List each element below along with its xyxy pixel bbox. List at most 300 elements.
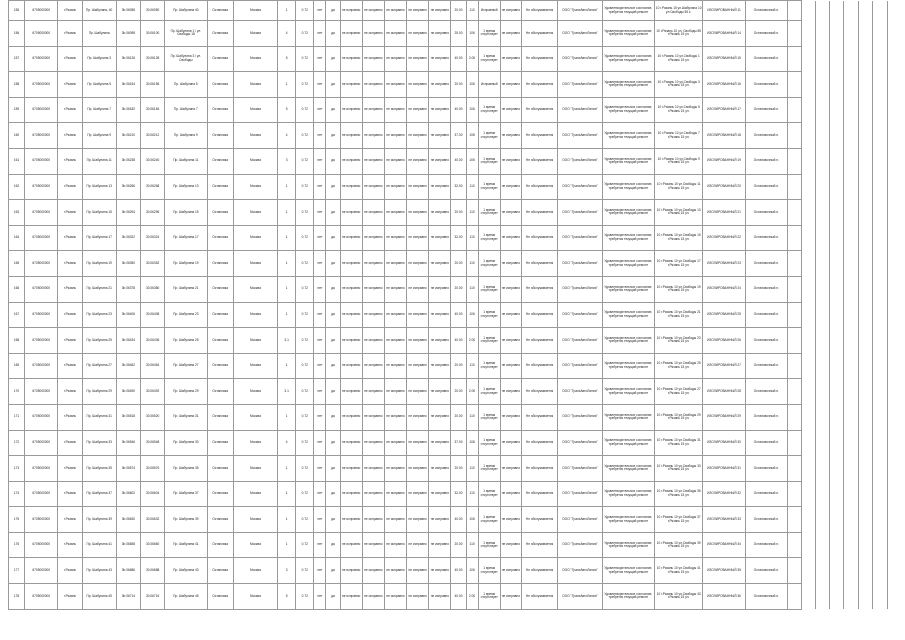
- table-cell: Не обслуживается: [521, 123, 557, 149]
- table-cell: Не обслуживается: [521, 404, 557, 430]
- table-cell: нет: [314, 97, 326, 123]
- table-cell: Пр. Шабулина 23: [82, 302, 116, 328]
- empty-cell: [802, 481, 816, 507]
- table-cell: не исправно: [429, 251, 451, 277]
- table-cell: 6705000000: [25, 148, 58, 174]
- table-cell: 166: [9, 276, 25, 302]
- table-cell: 3b.06630: [116, 507, 140, 533]
- empty-cell: [872, 97, 887, 123]
- table-cell: ИЗОЛИРОВАННЫЙ 14: [703, 21, 745, 47]
- table-cell: не исправно: [429, 97, 451, 123]
- table-cell: Москва: [233, 328, 277, 354]
- table-cell: 30.06100: [141, 21, 165, 47]
- table-row: [9, 1, 888, 21]
- table-row: [9, 558, 888, 584]
- empty-cell: [844, 97, 858, 123]
- table-cell: не исправно: [384, 507, 406, 533]
- table-cell: Не обслуживается: [521, 481, 557, 507]
- empty-cell: [830, 1, 844, 21]
- empty-cell: [830, 251, 844, 277]
- empty-cell: [802, 21, 816, 47]
- table-cell: не исправно: [362, 200, 384, 226]
- table-cell: 1 время отсутствует: [478, 276, 500, 302]
- table-cell: Пр. Шабулина 37: [82, 481, 116, 507]
- table-cell: 6705000000: [25, 456, 58, 482]
- table-cell: 3b.06266: [116, 174, 140, 200]
- empty-cell: [858, 404, 872, 430]
- table-cell: 0.72: [296, 174, 314, 200]
- table-cell: Москва: [233, 46, 277, 72]
- table-cell: ИЗОЛИРОВАННЫЙ 31: [703, 456, 745, 482]
- table-cell: 30.06632: [141, 507, 165, 533]
- table-cell: не исправно: [362, 456, 384, 482]
- table-cell: не исправно: [407, 200, 429, 226]
- table-cell: Удовлетворительное состояние, требуется текущий ремонт: [602, 225, 654, 251]
- table-cell: не исправно: [340, 148, 362, 174]
- empty-cell: [802, 353, 816, 379]
- table-cell: не исправно: [340, 481, 362, 507]
- table-cell: ООО "ТрансАвтоЛиния": [558, 456, 602, 482]
- table-cell: Москва: [233, 97, 277, 123]
- empty-cell: [816, 481, 830, 507]
- empty-cell: [802, 379, 816, 405]
- empty-cell: [844, 353, 858, 379]
- empty-cell: [858, 558, 872, 584]
- table-cell: не исправно: [340, 251, 362, 277]
- table-cell: 3b.06350: [116, 251, 140, 277]
- table-cell: Москва: [233, 532, 277, 558]
- table-row: [9, 251, 888, 277]
- table-cell: не исправно: [500, 1, 521, 21]
- table-cell: г.Рязань: [58, 225, 82, 251]
- table-row: [9, 430, 888, 456]
- table-cell: 3b.06490: [116, 379, 140, 405]
- table-cell: 1: [278, 276, 296, 302]
- table-cell: Пр. Шабулина 43: [82, 558, 116, 584]
- table-cell: ООО "ТрансАвтоЛиния": [558, 532, 602, 558]
- empty-cell: [858, 328, 872, 354]
- table-cell: да: [326, 200, 340, 226]
- table-cell: нет: [314, 558, 326, 584]
- table-cell: 167: [9, 302, 25, 328]
- empty-cell: [858, 72, 872, 98]
- empty-cell: [872, 200, 887, 226]
- empty-cell: [788, 174, 802, 200]
- empty-cell: [788, 430, 802, 456]
- table-cell: 0.72: [296, 328, 314, 354]
- table-cell: Пр. Шабулина 41: [82, 532, 116, 558]
- table-cell: 2.00: [466, 328, 478, 354]
- empty-cell: [872, 72, 887, 98]
- table-cell: Пр. Шабулина 21: [165, 276, 207, 302]
- table-cell: ООО "ТрансАвтоЛиния": [558, 46, 602, 72]
- table-row: [9, 507, 888, 533]
- empty-cell: [858, 481, 872, 507]
- table-cell: Остановка: [207, 353, 233, 379]
- table-cell: 106: [466, 72, 478, 98]
- table-cell: 0.72: [296, 379, 314, 405]
- table-cell: ООО "ТрансАвтоЛиния": [558, 174, 602, 200]
- table-cell: 40.00: [451, 507, 466, 533]
- table-cell: г.Рязань: [58, 353, 82, 379]
- table-cell: Остановочный п.: [745, 200, 787, 226]
- table-cell: 10 г.Рязань 10 ул.Свободы 13 г.Рязань 15 ул.: [654, 200, 702, 226]
- empty-cell: [858, 225, 872, 251]
- table-cell: Удовлетворительное состояние, требуется текущий ремонт: [602, 123, 654, 149]
- table-cell: не исправно: [384, 430, 406, 456]
- table-row: [9, 353, 888, 379]
- table-cell: 1 время отсутствует: [478, 302, 500, 328]
- table-cell: Не обслуживается: [521, 507, 557, 533]
- empty-cell: [816, 404, 830, 430]
- table-cell: Не обслуживается: [521, 1, 557, 21]
- table-cell: ИЗОЛИРОВАННЫЙ 29: [703, 404, 745, 430]
- table-cell: ИЗОЛИРОВАННЫЙ 33: [703, 507, 745, 533]
- empty-cell: [830, 148, 844, 174]
- table-cell: 1 время отсутствует: [478, 200, 500, 226]
- table-cell: не исправно: [384, 379, 406, 405]
- empty-cell: [830, 97, 844, 123]
- empty-cell: [788, 46, 802, 72]
- table-cell: 20.00: [451, 1, 466, 21]
- table-cell: Остановка: [207, 225, 233, 251]
- table-cell: да: [326, 353, 340, 379]
- table-cell: 2.00: [466, 584, 478, 610]
- table-cell: 10 г.Рязань 10 ул.Свободы 1 г.Рязань 15 ул.: [654, 46, 702, 72]
- empty-cell: [844, 123, 858, 149]
- table-cell: 5: [278, 584, 296, 610]
- table-cell: не исправно: [429, 558, 451, 584]
- empty-cell: [830, 225, 844, 251]
- table-cell: Остановочный п.: [745, 1, 787, 21]
- data-table: [8, 0, 888, 610]
- empty-cell: [858, 532, 872, 558]
- table-cell: Остановочный п.: [745, 584, 787, 610]
- table-cell: не исправно: [362, 302, 384, 328]
- table-cell: 1: [278, 507, 296, 533]
- table-cell: г.Рязань: [58, 558, 82, 584]
- table-cell: не исправно: [362, 1, 384, 21]
- table-cell: 32.00: [451, 225, 466, 251]
- table-cell: 0.72: [296, 1, 314, 21]
- table-cell: 6705000000: [25, 481, 58, 507]
- table-cell: не исправно: [384, 97, 406, 123]
- table-cell: 175: [9, 507, 25, 533]
- empty-cell: [802, 404, 816, 430]
- empty-cell: [844, 148, 858, 174]
- table-cell: Пр. Шабулина 5: [165, 72, 207, 98]
- table-cell: 20.00: [451, 251, 466, 277]
- table-cell: 30.06296: [141, 200, 165, 226]
- table-cell: 10 г.Рязань 10 ул.Свободы 33 г.Рязань 15 ул.: [654, 456, 702, 482]
- table-row: [9, 404, 888, 430]
- table-cell: Удовлетворительное состояние, требуется текущий ремонт: [602, 97, 654, 123]
- table-cell: г.Рязань: [58, 123, 82, 149]
- table-cell: ООО "ТрансАвтоЛиния": [558, 430, 602, 456]
- table-cell: Пр. Шабулина 31: [165, 404, 207, 430]
- table-cell: 106: [466, 302, 478, 328]
- table-cell: не исправно: [384, 251, 406, 277]
- table-cell: не исправно: [407, 456, 429, 482]
- table-cell: не исправно: [429, 225, 451, 251]
- table-cell: нет: [314, 507, 326, 533]
- table-cell: 10 г.Рязань 10 ул.Свободы 17 г.Рязань 15 ул.: [654, 251, 702, 277]
- table-cell: Не обслуживается: [521, 148, 557, 174]
- table-cell: не исправно: [407, 481, 429, 507]
- table-cell: 159: [9, 97, 25, 123]
- table-cell: не исправно: [429, 148, 451, 174]
- table-cell: Остановочный п.: [745, 481, 787, 507]
- table-cell: 10 г.Рязань 10 ул.Свободы 31 г.Рязань 15 ул.: [654, 430, 702, 456]
- table-cell: 1: [278, 200, 296, 226]
- empty-cell: [830, 46, 844, 72]
- table-cell: 1 время отсутствует: [478, 46, 500, 72]
- table-row: [9, 481, 888, 507]
- table-cell: Остановочный п.: [745, 430, 787, 456]
- table-cell: 30.06156: [141, 72, 165, 98]
- table-cell: Пр. Шабулина 29: [165, 379, 207, 405]
- table-cell: 0.72: [296, 123, 314, 149]
- table-cell: 10 г.Рязань 10 ул. Свободы 85 г.Рязань 15 ул.: [654, 21, 702, 47]
- table-cell: Пр. Шабулина 3: [82, 46, 116, 72]
- table-cell: 3b.06182: [116, 97, 140, 123]
- table-cell: 3b.06098: [116, 21, 140, 47]
- table-cell: Исправный: [478, 72, 500, 98]
- table-cell: не исправно: [340, 123, 362, 149]
- table-cell: не исправно: [500, 148, 521, 174]
- table-cell: 6705000000: [25, 276, 58, 302]
- table-cell: 3b.06658: [116, 532, 140, 558]
- table-cell: 3b.06574: [116, 456, 140, 482]
- table-cell: не исправно: [384, 558, 406, 584]
- table-cell: 4: [278, 21, 296, 47]
- table-cell: Остановочный п.: [745, 353, 787, 379]
- table-row: [9, 328, 888, 354]
- table-cell: не исправно: [429, 456, 451, 482]
- table-cell: 10 г.Рязань 10 ул.Свободы 39 г.Рязань 15 ул.: [654, 532, 702, 558]
- table-row: [9, 584, 888, 610]
- table-cell: Остановка: [207, 46, 233, 72]
- empty-cell: [872, 584, 887, 610]
- table-cell: 5: [278, 97, 296, 123]
- table-cell: не исправно: [500, 72, 521, 98]
- table-cell: ООО "ТрансАвтоЛиния": [558, 200, 602, 226]
- table-cell: не исправно: [384, 532, 406, 558]
- table-cell: нет: [314, 404, 326, 430]
- table-cell: 176: [9, 532, 25, 558]
- table-cell: не исправно: [407, 430, 429, 456]
- table-cell: Москва: [233, 353, 277, 379]
- empty-cell: [788, 302, 802, 328]
- empty-cell: [802, 430, 816, 456]
- table-cell: 3b.06154: [116, 72, 140, 98]
- table-cell: не исправно: [407, 276, 429, 302]
- table-cell: не исправно: [407, 532, 429, 558]
- table-cell: Не обслуживается: [521, 225, 557, 251]
- table-cell: не исправно: [407, 46, 429, 72]
- table-cell: да: [326, 174, 340, 200]
- table-cell: не исправно: [340, 558, 362, 584]
- table-cell: 40.00: [451, 558, 466, 584]
- table-cell: да: [326, 430, 340, 456]
- empty-cell: [816, 21, 830, 47]
- table-cell: Не обслуживается: [521, 379, 557, 405]
- table-cell: 30.06050: [141, 1, 165, 21]
- empty-cell: [844, 379, 858, 405]
- table-cell: не исправно: [362, 123, 384, 149]
- table-cell: 30.06688: [141, 558, 165, 584]
- table-cell: Не обслуживается: [521, 532, 557, 558]
- table-cell: 110: [466, 481, 478, 507]
- empty-cell: [788, 379, 802, 405]
- table-cell: не исправно: [429, 404, 451, 430]
- table-cell: 3b.06058: [116, 1, 140, 21]
- table-cell: Пр. Шабулина 41: [165, 532, 207, 558]
- table-cell: 6705000000: [25, 97, 58, 123]
- table-cell: 1 время отсутствует: [478, 481, 500, 507]
- table-cell: не исправно: [362, 353, 384, 379]
- table-cell: 10 г.Рязань 10 ул.Свободы 35 г.Рязань 15 ул.: [654, 481, 702, 507]
- table-cell: 6705000000: [25, 123, 58, 149]
- empty-cell: [872, 430, 887, 456]
- table-cell: Москва: [233, 584, 277, 610]
- empty-cell: [816, 225, 830, 251]
- table-cell: Пр. Шабулина 27: [165, 353, 207, 379]
- empty-cell: [816, 276, 830, 302]
- table-cell: Остановочный п.: [745, 251, 787, 277]
- table-cell: не исправно: [340, 225, 362, 251]
- table-cell: не исправно: [500, 225, 521, 251]
- table-cell: не исправно: [384, 481, 406, 507]
- table-cell: нет: [314, 148, 326, 174]
- empty-cell: [844, 200, 858, 226]
- table-cell: Москва: [233, 404, 277, 430]
- table-cell: да: [326, 507, 340, 533]
- table-cell: Остановка: [207, 456, 233, 482]
- table-cell: не исправно: [429, 328, 451, 354]
- empty-cell: [844, 584, 858, 610]
- table-cell: нет: [314, 21, 326, 47]
- table-cell: не исправно: [407, 251, 429, 277]
- table-cell: ИЗОЛИРОВАННЫЙ 17: [703, 97, 745, 123]
- empty-cell: [844, 558, 858, 584]
- table-cell: да: [326, 123, 340, 149]
- table-cell: Пр. Шабулина 7: [165, 97, 207, 123]
- empty-cell: [858, 507, 872, 533]
- table-cell: не исправно: [362, 174, 384, 200]
- table-cell: Пр. Шабулина 37: [165, 481, 207, 507]
- table-row: [9, 46, 888, 72]
- table-cell: не исправно: [500, 46, 521, 72]
- table-cell: Москва: [233, 21, 277, 47]
- empty-cell: [802, 97, 816, 123]
- table-cell: 158: [9, 72, 25, 98]
- empty-cell: [816, 507, 830, 533]
- table-cell: 1: [278, 481, 296, 507]
- table-cell: Остановка: [207, 148, 233, 174]
- table-cell: Пр. Шабулина 25: [165, 328, 207, 354]
- table-cell: ИЗОЛИРОВАННЫЙ 18: [703, 123, 745, 149]
- table-cell: Пр. Шабулина 33: [82, 430, 116, 456]
- table-cell: Москва: [233, 200, 277, 226]
- table-cell: да: [326, 558, 340, 584]
- empty-cell: [802, 558, 816, 584]
- table-cell: Москва: [233, 302, 277, 328]
- table-cell: 20.00: [451, 200, 466, 226]
- table-cell: да: [326, 72, 340, 98]
- table-cell: Остановочный п.: [745, 456, 787, 482]
- table-cell: 110: [466, 225, 478, 251]
- empty-cell: [802, 456, 816, 482]
- empty-cell: [802, 507, 816, 533]
- empty-cell: [872, 404, 887, 430]
- table-cell: Остановка: [207, 328, 233, 354]
- empty-cell: [788, 456, 802, 482]
- table-cell: Остановка: [207, 430, 233, 456]
- table-cell: Пр. Шабулина 27: [82, 353, 116, 379]
- table-cell: да: [326, 302, 340, 328]
- table-cell: не исправно: [362, 379, 384, 405]
- table-cell: нет: [314, 584, 326, 610]
- table-cell: не исправно: [500, 123, 521, 149]
- table-cell: 0.72: [296, 276, 314, 302]
- table-cell: Пр. Шабулина 29: [82, 379, 116, 405]
- empty-cell: [872, 46, 887, 72]
- table-cell: не исправно: [384, 1, 406, 21]
- table-cell: 110: [466, 353, 478, 379]
- table-cell: 6705000000: [25, 225, 58, 251]
- table-cell: не исправно: [429, 200, 451, 226]
- empty-cell: [788, 123, 802, 149]
- table-cell: 169: [9, 353, 25, 379]
- empty-cell: [830, 353, 844, 379]
- table-cell: 1 время отсутствует: [478, 532, 500, 558]
- empty-cell: [858, 123, 872, 149]
- empty-cell: [858, 302, 872, 328]
- table-cell: не исправно: [429, 276, 451, 302]
- table-cell: 0.72: [296, 72, 314, 98]
- table-cell: не исправно: [362, 558, 384, 584]
- empty-cell: [844, 302, 858, 328]
- table-cell: 6705000000: [25, 328, 58, 354]
- table-cell: Остановка: [207, 276, 233, 302]
- table-cell: 6705000000: [25, 174, 58, 200]
- table-cell: 3b.06518: [116, 404, 140, 430]
- table-cell: 20.00: [451, 532, 466, 558]
- table-cell: ООО "ТрансАвтоЛиния": [558, 97, 602, 123]
- empty-cell: [802, 251, 816, 277]
- table-cell: Остановка: [207, 532, 233, 558]
- table-cell: 1 время отсутствует: [478, 584, 500, 610]
- table-cell: да: [326, 148, 340, 174]
- table-cell: 6705000000: [25, 584, 58, 610]
- empty-cell: [816, 532, 830, 558]
- table-cell: 1 время отсутствует: [478, 174, 500, 200]
- table-cell: г.Рязань: [58, 481, 82, 507]
- empty-cell: [872, 148, 887, 174]
- empty-cell: [802, 200, 816, 226]
- table-cell: ООО "ТрансАвтоЛиния": [558, 225, 602, 251]
- table-cell: Удовлетворительное состояние, требуется текущий ремонт: [602, 404, 654, 430]
- table-cell: не исправно: [362, 532, 384, 558]
- table-cell: Москва: [233, 430, 277, 456]
- table-cell: ООО "ТрансАвтоЛиния": [558, 379, 602, 405]
- table-cell: 20.00: [451, 276, 466, 302]
- table-cell: Пр. Шабулина 19: [165, 251, 207, 277]
- table-cell: да: [326, 328, 340, 354]
- table-cell: не исправно: [340, 200, 362, 226]
- table-cell: ООО "ТрансАвтоЛиния": [558, 276, 602, 302]
